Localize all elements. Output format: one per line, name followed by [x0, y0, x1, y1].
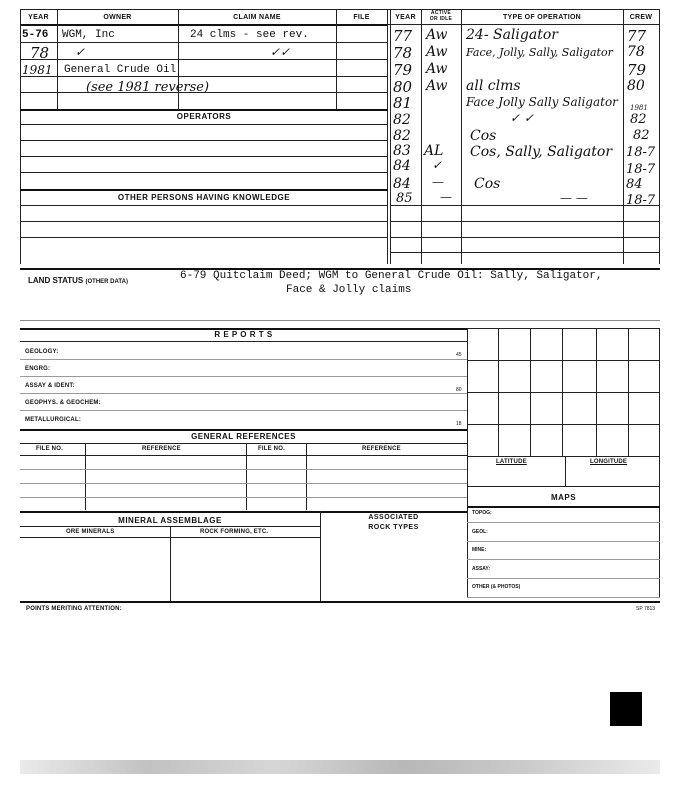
activity-crew: 78	[627, 44, 645, 60]
activity-year: 81	[393, 94, 413, 112]
report-label: GEOLOGY:	[25, 349, 59, 355]
activity-year: 82	[393, 112, 411, 128]
col-divider	[421, 9, 422, 264]
row-line	[390, 252, 660, 253]
row-line	[20, 59, 388, 60]
activity-year: 85	[396, 191, 413, 206]
maps-assay: ASSAY:	[472, 566, 491, 572]
header-owner: OWNER	[103, 14, 132, 21]
row-line	[467, 597, 660, 598]
row-line	[20, 221, 388, 222]
ore-minerals-header: ORE MINERALS	[66, 529, 115, 535]
maps-geol: GEOL:	[472, 529, 488, 535]
maps-topog: TOPOG:	[472, 510, 492, 516]
row-line	[20, 341, 467, 342]
scan-mark	[610, 692, 642, 726]
land-status-line-1: 6-79 Quitclaim Deed; WGM to General Crude Oil: Sally, Saligator,	[180, 270, 603, 282]
activity-status: Aw	[426, 61, 448, 77]
activity-crew: 82	[633, 128, 650, 143]
row-line	[20, 376, 467, 377]
header-year-2: YEAR	[395, 14, 416, 21]
reports-title: R E P O R T S	[214, 330, 273, 339]
col-divider	[565, 456, 566, 486]
points-rule	[20, 601, 660, 603]
grid-line	[467, 328, 660, 329]
row-line	[20, 483, 467, 484]
ref-reference-header: REFERENCE	[142, 446, 181, 452]
owner-name: WGM, Inc	[62, 29, 115, 41]
activity-status: Aw	[426, 44, 448, 60]
row-line	[390, 237, 660, 238]
row-line	[20, 455, 467, 456]
col-divider	[246, 443, 247, 510]
associated-label: ASSOCIATED	[368, 514, 419, 521]
grid-line	[467, 486, 660, 487]
row-line	[20, 205, 388, 206]
activity-operation: Face Jolly Sally Saligator	[466, 95, 618, 109]
activity-status: —	[432, 175, 444, 189]
activity-year: 82	[393, 128, 411, 144]
row-line	[20, 172, 388, 173]
activity-operation: Cos, Sally, Saligator	[470, 144, 613, 160]
activity-year: 77	[393, 27, 413, 45]
col-divider	[85, 443, 86, 510]
row-line	[20, 156, 388, 157]
report-label: ENGRG:	[25, 366, 51, 372]
activity-year: 78	[393, 44, 413, 62]
col-divider	[467, 328, 468, 598]
activity-status: ✓	[432, 158, 443, 172]
maps-rule	[467, 506, 660, 508]
land-status-label-text: LAND STATUS	[28, 276, 84, 285]
report-label: GEOPHYS. & GEOCHEM:	[25, 400, 101, 406]
maps-other: OTHER (& PHOTOS)	[472, 584, 521, 590]
row-line	[20, 469, 467, 470]
row-line	[20, 42, 388, 43]
activity-year: 79	[393, 61, 413, 79]
grid-line	[467, 456, 660, 457]
activity-crew: 82	[630, 112, 647, 127]
row-line	[390, 221, 660, 222]
col-divider	[387, 9, 388, 264]
activity-status: —	[440, 190, 452, 204]
row-line	[20, 76, 388, 77]
row-line	[20, 393, 467, 394]
land-status-line-2: Face & Jolly claims	[286, 284, 412, 296]
report-label: METALLURGICAL:	[25, 417, 82, 423]
row-line	[20, 237, 388, 238]
ref-file-no-header-2: FILE NO.	[258, 446, 285, 452]
header-file: FILE	[353, 14, 370, 21]
header-rule	[20, 24, 388, 26]
activity-status: Aw	[426, 27, 448, 43]
report-num: 18	[456, 421, 462, 427]
row-line	[20, 140, 388, 141]
col-divider	[390, 9, 391, 264]
activity-crew: 79	[627, 61, 647, 79]
activity-year: 83	[393, 143, 411, 159]
report-num: 45	[456, 352, 462, 358]
row-line	[20, 410, 467, 411]
scan-edge	[20, 760, 660, 774]
activity-crew: 18-7	[626, 145, 656, 160]
form-code: SP 7813	[636, 606, 656, 612]
header-active: ACTIVE	[430, 10, 452, 16]
section-rule	[20, 109, 388, 111]
col-divider	[306, 443, 307, 510]
maps-mine: MINE:	[472, 547, 487, 553]
row-line	[20, 537, 320, 538]
longitude-label: LONGITUDE	[590, 459, 628, 465]
header-or-idle: OR IDLE	[429, 16, 453, 22]
activity-crew: 84	[626, 177, 643, 192]
activity-status: Aw	[426, 78, 448, 94]
general-references-title: GENERAL REFERENCES	[191, 432, 296, 441]
row-line	[20, 443, 467, 444]
activity-operation: Cos	[474, 176, 501, 192]
other-persons-title: OTHER PERSONS HAVING KNOWLEDGE	[117, 193, 291, 202]
row-line	[390, 205, 660, 206]
mineral-title: MINERAL ASSEMBLAGE	[118, 516, 222, 525]
owner-name: General Crude Oil	[64, 64, 177, 76]
owner-year: 78	[30, 44, 50, 62]
operators-title: OPERATORS	[176, 112, 232, 121]
header-type-of-operation: TYPE OF OPERATION	[502, 14, 582, 21]
ref-reference-header-2: REFERENCE	[362, 446, 401, 452]
section-rule	[20, 189, 388, 191]
activity-year: 80	[393, 78, 413, 96]
row-line	[467, 578, 660, 579]
land-status-label-small: (OTHER DATA)	[85, 279, 128, 285]
grid-line	[467, 424, 660, 425]
activity-operation: all clms	[466, 78, 521, 94]
col-divider	[623, 9, 624, 264]
row-line	[467, 559, 660, 560]
activity-status: AL	[424, 143, 444, 159]
row-line	[20, 497, 467, 498]
right-border	[659, 328, 660, 598]
activity-operation: ✓ ✓	[510, 111, 534, 125]
right-border	[659, 9, 660, 264]
col-divider	[461, 9, 462, 264]
row-line	[467, 522, 660, 523]
header-crew: CREW	[629, 14, 653, 21]
activity-year: 84	[393, 176, 411, 192]
owner-note: (see 1981 reverse)	[86, 80, 210, 95]
points-label: POINTS MERITING ATTENTION:	[26, 606, 122, 612]
grid-line	[467, 360, 660, 361]
top-border	[20, 9, 660, 10]
row-line	[20, 359, 467, 360]
activity-crew: 77	[627, 27, 647, 45]
general-references-rule	[20, 429, 467, 431]
latitude-label: LATITUDE	[496, 459, 527, 465]
activity-crew: 18-7	[626, 162, 656, 177]
divider	[20, 320, 660, 321]
maps-title: MAPS	[550, 493, 577, 502]
rock-forming-header: ROCK FORMING, ETC.	[200, 529, 269, 535]
activity-operation: — —	[560, 191, 588, 205]
claim-name: 24 clms - see rev.	[190, 29, 309, 41]
grid-line	[467, 392, 660, 393]
activity-crew: 80	[627, 78, 645, 94]
activity-operation: Face, Jolly, Sally, Saligator	[466, 46, 613, 59]
owner-year: 5-76	[22, 29, 49, 41]
row-line	[20, 124, 388, 125]
land-status-label	[28, 276, 128, 285]
mineral-rule	[20, 511, 467, 513]
activity-operation: 24- Saligator	[466, 27, 558, 43]
report-label: ASSAY & IDENT:	[25, 383, 75, 389]
left-border	[20, 9, 21, 264]
ref-file-no-header: FILE NO.	[36, 446, 63, 452]
activity-operation: Cos	[470, 128, 497, 144]
rock-types-label: ROCK TYPES	[368, 524, 419, 531]
report-num: 80	[456, 387, 462, 393]
activity-year: 84	[393, 158, 411, 174]
owner-year: 1981	[22, 63, 53, 77]
header-claim-name: CLAIM NAME	[233, 14, 281, 21]
claim-name: ✓✓	[270, 45, 291, 59]
row-line	[467, 541, 660, 542]
header-year: YEAR	[28, 14, 49, 21]
owner-name: ✓	[75, 45, 86, 59]
activity-crew: 1981	[630, 104, 648, 112]
activity-crew: 18-7	[626, 193, 656, 208]
